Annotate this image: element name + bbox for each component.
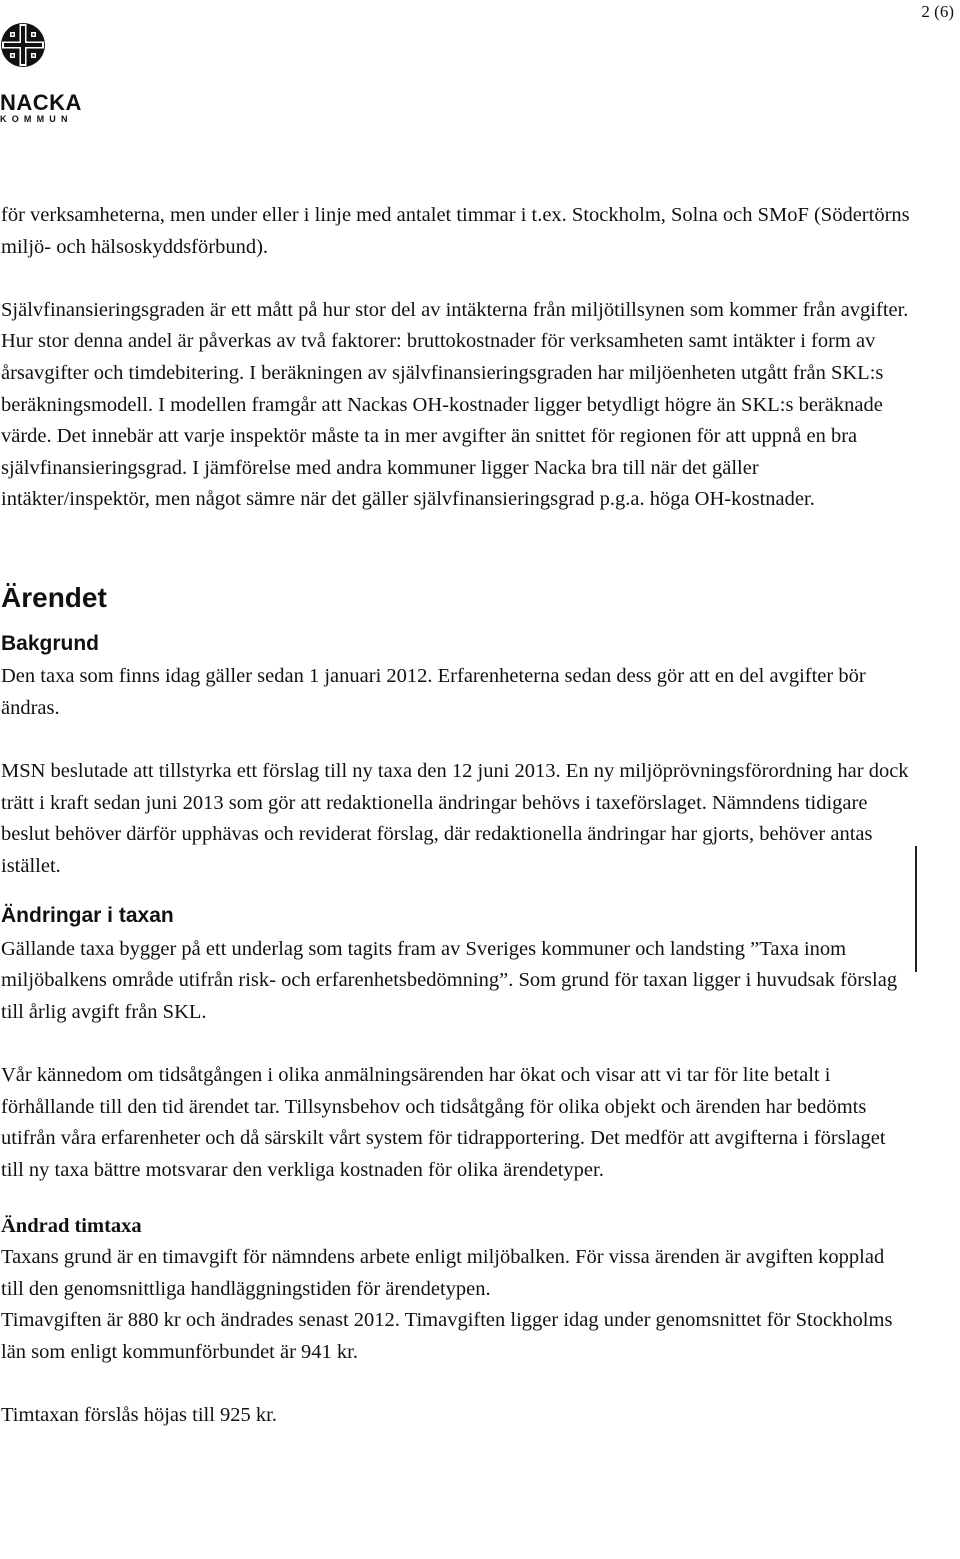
logo-name: NACKA — [0, 90, 82, 115]
andringar-paragraph-2: Vår kännedom om tidsåtgången i olika anmälningsärenden har ökat och visar att vi tar för lite betalt i förhållande till den tid ärendet tar. Tillsynsbehov och tidsåtgång för olika objekt och ärenden har bedömts utifrån våra erfarenheter och då särskilt vårt system för tidrapportering. Det medför att avgifterna i förslaget till ny taxa bättre motsvarar den verkliga kostnaden för olika ärendetyper. — [1, 1064, 886, 1182]
nacka-logo — [0, 22, 82, 124]
subsection-title-andringar: Ändringar i taxan — [1, 904, 174, 928]
bakgrund-paragraph-2: MSN beslutade att tillstyrka ett förslag till ny taxa den 12 juni 2013. En ny miljöprövningsförordning har dock trätt i kraft sedan juni 2013 som gör att redaktionella ändringar behövs i taxeförslaget. Nämndens tidigare beslut behöver därför upphävas och reviderat förslag, där redaktionella ändringar har gjorts, behöver antas istället. — [1, 759, 909, 877]
timtaxa-paragraph-3: Timtaxan förslås höjas till 925 kr. — [1, 1404, 277, 1427]
subsection-title-bakgrund: Bakgrund — [1, 631, 100, 655]
page-number: 2 (6) — [921, 2, 954, 21]
bakgrund-paragraph-1: Den taxa som finns idag gäller sedan 1 januari 2012. Erfarenheterna sedan dess gör att en del avgifter bör ändras. — [1, 665, 866, 719]
timtaxa-paragraph-1: Taxans grund är en timavgift för nämndens arbete enligt miljöbalken. För vissa ärenden är avgiften kopplad till den genomsnittliga handläggningstiden för ärendetypen. — [1, 1246, 885, 1300]
document-body — [1, 200, 911, 1432]
revision-change-bar — [915, 846, 917, 972]
intro-paragraph-1: för verksamheterna, men under eller i linje med antalet timmar i t.ex. Stockholm, Solna och SMoF (Södertörns miljö- och hälsoskyddsförbund). — [1, 204, 910, 258]
section-title-arendet: Ärendet — [1, 581, 107, 613]
timtaxa-paragraph-2: Timavgiften är 880 kr och ändrades senast 2012. Timavgiften ligger idag under genomsnittet för Stockholms län som enligt kommunförbundet är 941 kr. — [1, 1309, 893, 1363]
intro-paragraph-2: Självfinansieringsgraden är ett mått på hur stor del av intäkterna från miljötillsynen som kommer från avgifter. Hur stor denna andel är påverkas av två faktorer: bruttokostnader för verksamheten samt intäkter i form av årsavgifter och timdebitering. I beräkningen av självfinansieringsgraden har miljöenheten utgått från SKL:s beräkningsmodell. I modellen framgår att Nackas OH-kostnader ligger betydligt högre än SKL:s beräknade värde. Det innebär att varje inspektör måste ta in mer avgifter än snittet för regionen för att uppnå en bra självfinansieringsgrad. I jämförelse med andra kommuner ligger Nacka bra till när det gäller intäkter/inspektör, men något sämre när det gäller självfinansieringsgrad p.g.a. höga OH-kostnader. — [1, 298, 909, 511]
andringar-paragraph-1: Gällande taxa bygger på ett underlag som tagits fram av Sveriges kommuner och landsting ”Taxa inom miljöbalkens område utifrån risk- och erfarenhetsbedömning”. Som grund för taxan ligger i huvudsak förslag till årlig avgift från SKL. — [1, 937, 898, 1024]
logo-subtitle: KOMMUN — [0, 114, 73, 124]
subsection-title-timtaxa: Ändrad timtaxa — [1, 1214, 142, 1237]
nacka-crest-icon — [0, 22, 46, 68]
